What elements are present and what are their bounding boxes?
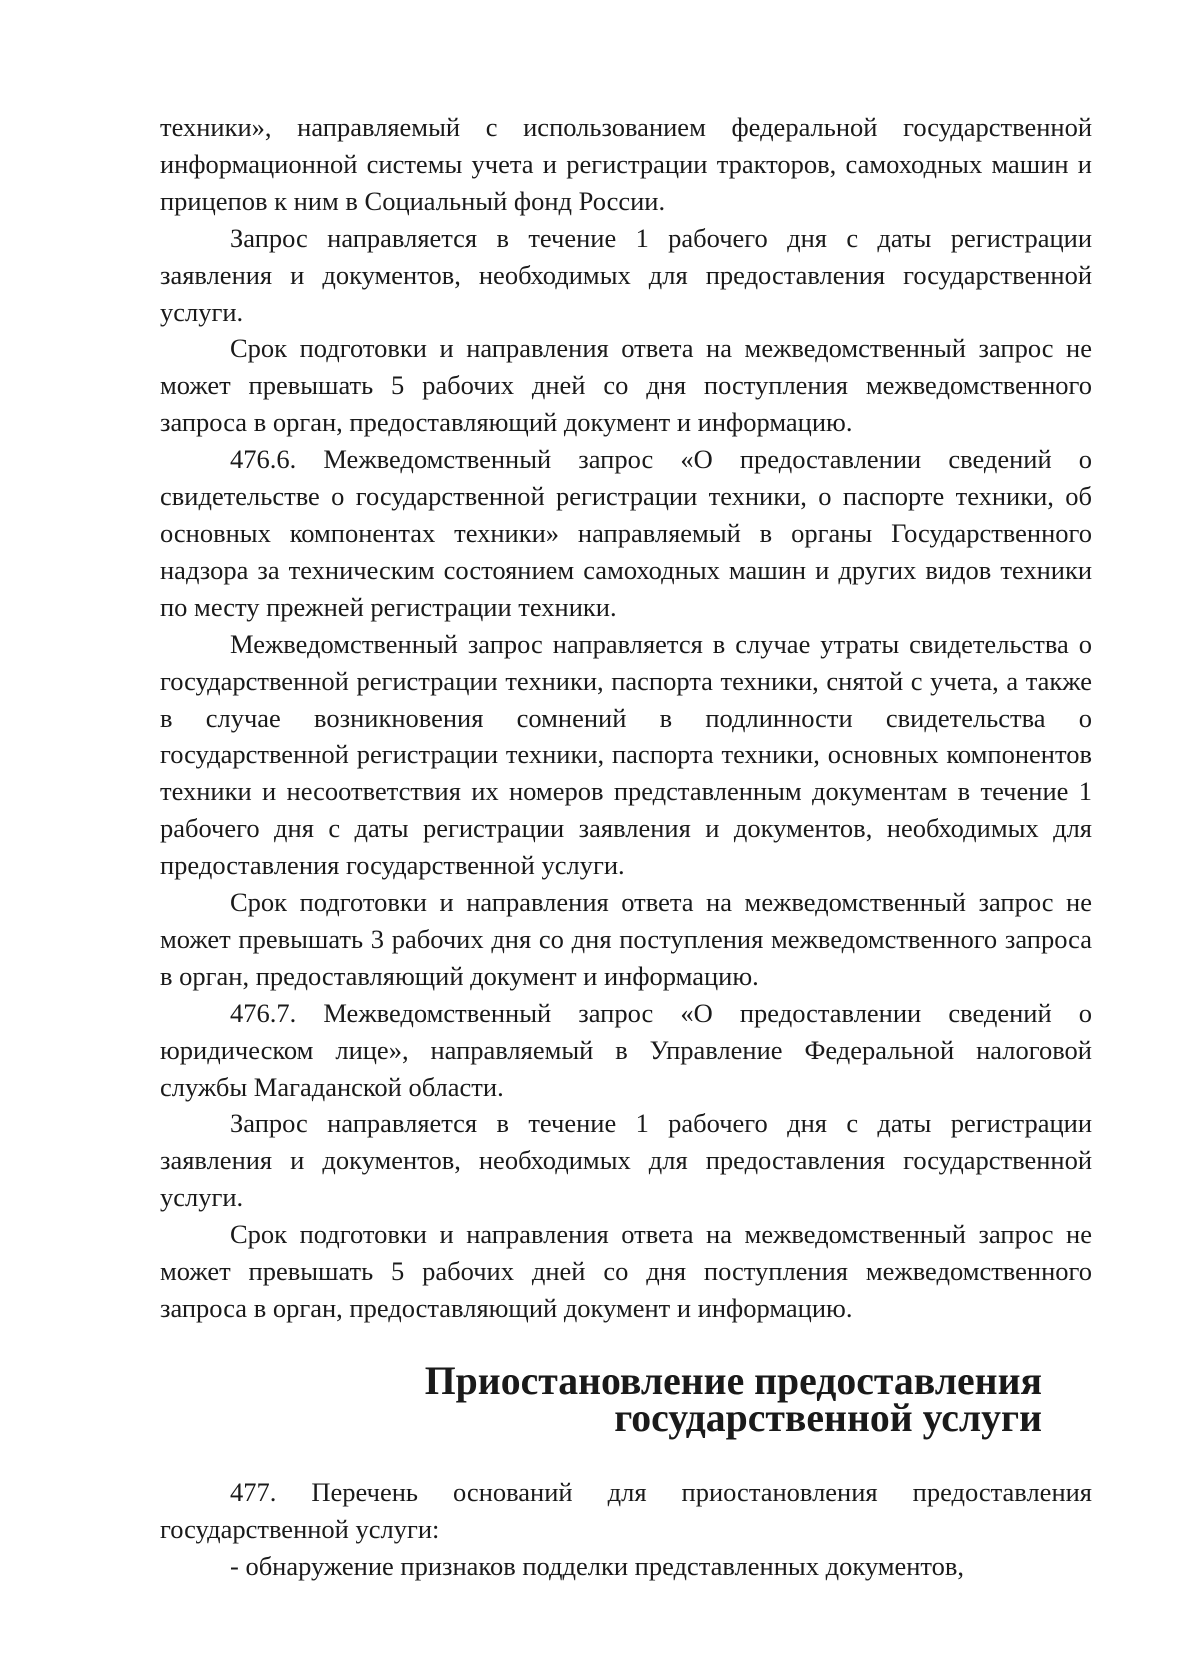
paragraph-response-deadline-5days: Срок подготовки и направления ответа на межведомственный запрос не может превышать 5 рабочих дней со дня поступления межведомственного запроса в орган, предоставляющий документ и информацию. — [160, 1219, 1092, 1323]
paragraph-request-conditions: Межведомственный запрос направляется в случае утраты свидетельства о государственной регистрации техники, паспорта техники, снятой с учета, а также в случае возникновения сомнений в подлинности свидетельства о государственной регистрации техники, паспорта техники, основных компонентов техники и несоответствия их номеров представленным документам в течение 1 рабочего дня с даты регистрации заявления и документов, необходимых для предоставления государственной услуги. — [160, 628, 1092, 881]
paragraph-request-deadline: Запрос направляется в течение 1 рабочего дня с даты регистрации заявления и документов, необходимых для предоставления государственной услуги. — [160, 222, 1092, 327]
paragraph-request-deadline-2: Запрос направляется в течение 1 рабочего дня с даты регистрации заявления и документов, необходимых для предоставления государственной услуги. — [160, 1108, 1092, 1213]
document-page — [160, 109, 1092, 1584]
list-item-forgery: - обнаружение признаков подделки представленных документов, — [230, 1550, 965, 1581]
paragraph-continuation: техники», направляемый с использованием федеральной государственной информационной системы учета и регистрации тракторов, самоходных машин и прицепов к ним в Социальный фонд России. — [160, 112, 1092, 216]
paragraph-476-6: 476.6. Межведомственный запрос «О предоставлении сведений о свидетельстве о государственной регистрации техники, о паспорте техники, об основных компонентах техники» направляемый в органы Государственного надзора за техническим состоянием самоходных машин и других видов техники по месту прежней регистрации техники. — [160, 444, 1092, 622]
paragraph-response-deadline: Срок подготовки и направления ответа на межведомственный запрос не может превышать 5 рабочих дней со дня поступления межведомственного запроса в орган, предоставляющий документ и информацию. — [160, 333, 1092, 438]
section-heading: Приостановление предоставления государственной услуги — [424, 1358, 1042, 1440]
paragraph-response-deadline-3days: Срок подготовки и направления ответа на межведомственный запрос не может превышать 3 рабочих дня со дня поступления межведомственного запроса в орган, предоставляющий документ и информацию. — [160, 887, 1092, 991]
paragraph-477: 477. Перечень оснований для приостановления предоставления государственной услуги: — [160, 1476, 1092, 1544]
paragraph-476-7: 476.7. Межведомственный запрос «О предоставлении сведений о юридическом лице», направляемый в Управление Федеральной налоговой службы Магаданской области. — [160, 997, 1092, 1102]
